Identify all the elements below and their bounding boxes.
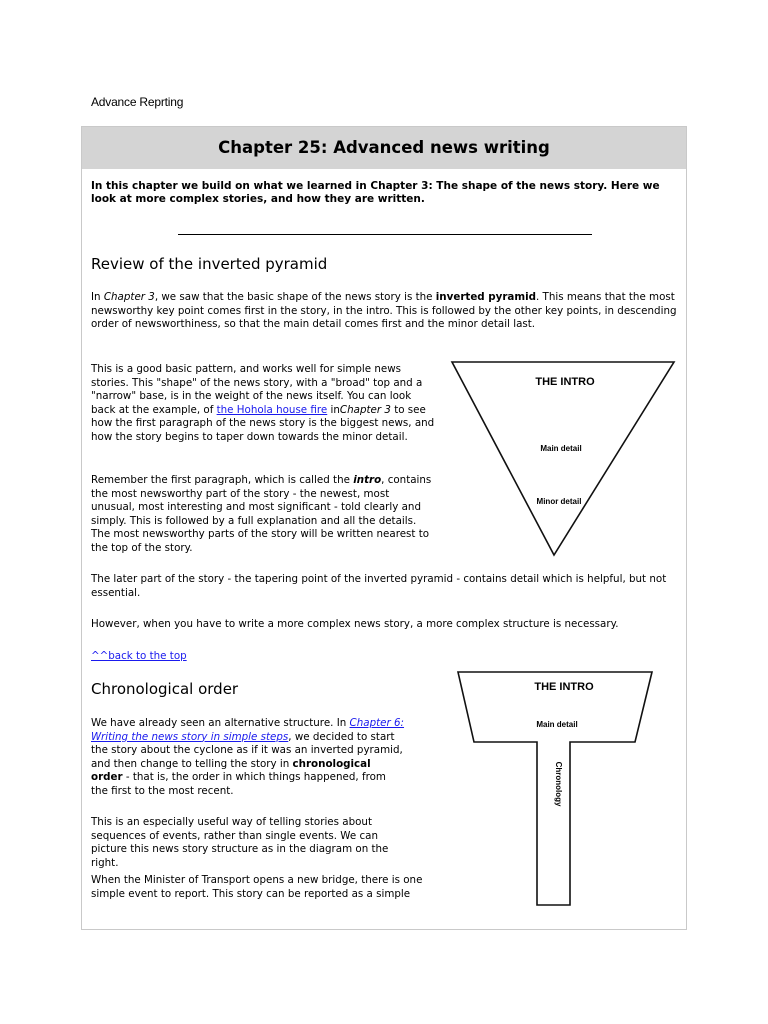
document-header: Advance Reprting [91,95,184,109]
hohola-fire-link[interactable]: the Hohola house fire [216,403,328,416]
paragraph-chrono-2: This is an especially useful way of telling stories about sequences of events, rather than single events. We can picture this news story structure as in the diagram on the right. [91,816,389,869]
chronological-diagram [452,668,658,910]
pyramid-minor-label: Minor detail [536,497,582,506]
paragraph-review-3: Remember the first paragraph, which is called the intro, contains the most newsworthy part of the story - the newest, most unusual, most interesting and most significant - told clearly and simply. This is followed by a full explanation and all the details. The most newsworthy parts of the story will be written nearest to the top of the story. [91,474,432,554]
paragraph-review-5: However, when you have to write a more complex news story, a more complex structure is necessary. [91,618,619,630]
chapter6-link[interactable]: Chapter 6: Writing the news story in simple steps [91,717,405,743]
paragraph-review-1: In Chapter 3, we saw that the basic shape of the news story is the inverted pyramid. This means that the most newsworthy key point comes first in the story, in the intro. This is followed by the other key points, in descending order of newsworthiness, so that the main detail comes first and the minor detail last. [91,291,677,330]
section-heading-review: Review of the inverted pyramid [91,255,328,273]
pyramid-outline [452,362,674,555]
section-heading-chronological: Chronological order [91,680,239,698]
chrono-vertical-label: Chronology [554,761,563,807]
inverted-pyramid-diagram [449,358,681,570]
pyramid-main-label: Main detail [540,444,582,453]
paragraph-review-2: This is a good basic pattern, and works well for simple news stories. This "shape" of the news story, with a "broad" top and a "narrow" base, is in the weight of the news itself. You can look back at the example, of the Hohola house fire inChapter 3 to see how the first paragraph of the news story is the biggest news, and how the story begins to taper down towards the minor detail. [91,363,435,443]
content-frame [81,126,687,930]
pyramid-intro-label: THE INTRO [535,376,595,388]
paragraph-chrono-1: We have already seen an alternative structure. In Chapter 6: Writing the news story in simple steps, we decided to start the story about the cyclone as if it was an inverted pyramid, and then change to telling the story in chronological order - that is, the order in which things happened, from the first to the most recent. [91,717,405,797]
paragraph-review-4: The later part of the story - the tapering point of the inverted pyramid - contains detail which is helpful, but not essential. [91,573,667,599]
chrono-main-label: Main detail [536,720,578,729]
chapter-title: Chapter 25: Advanced news writing [82,127,686,169]
chapter-intro: In this chapter we build on what we learned in Chapter 3: The shape of the news story. Here we look at more complex stories, and how they are written. [91,180,660,205]
back-to-top-link[interactable]: ^^back to the top [91,650,187,662]
paragraph-back-link [91,650,187,664]
chrono-intro-label: THE INTRO [534,681,594,693]
divider-rule [178,234,592,235]
paragraph-chrono-3: When the Minister of Transport opens a new bridge, there is one simple event to report. This story can be reported as a simple [91,874,423,900]
